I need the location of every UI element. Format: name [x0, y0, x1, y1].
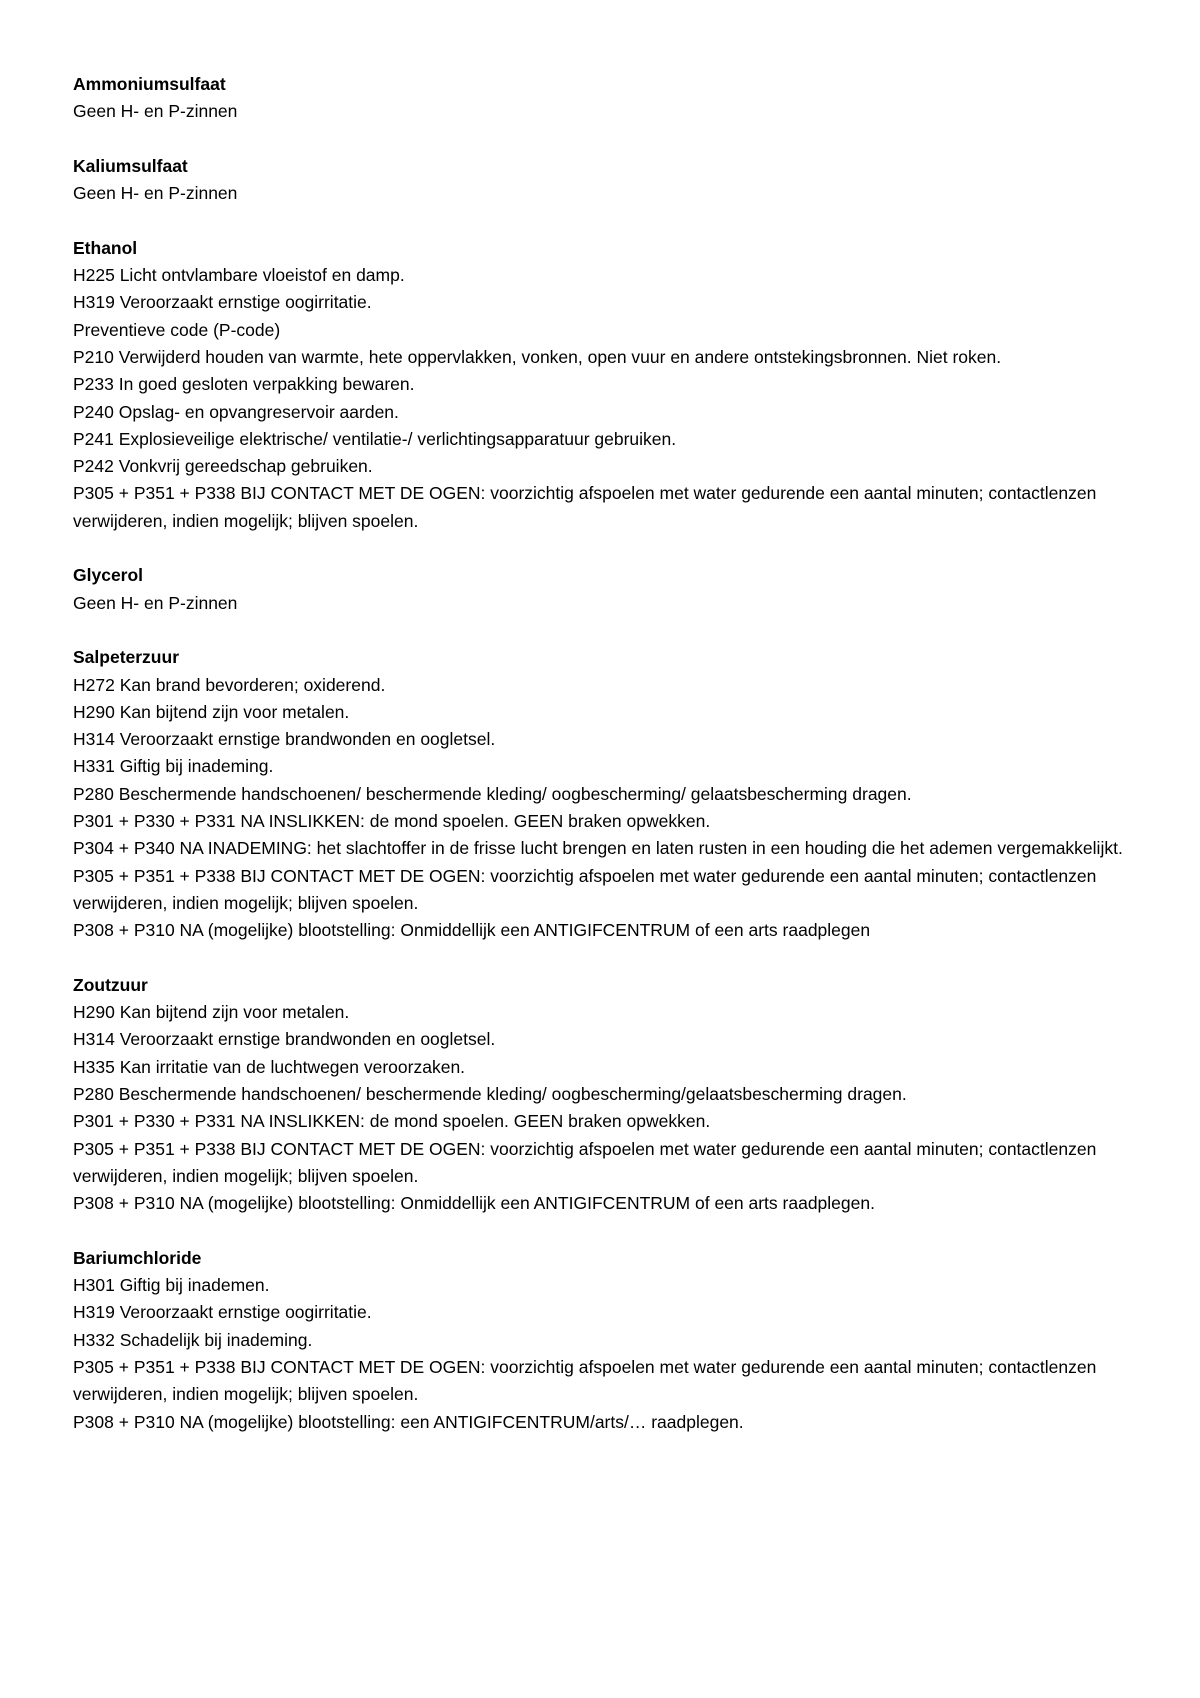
statement-line: P301 + P330 + P331 NA INSLIKKEN: de mond spoelen. GEEN braken opwekken.: [73, 1111, 711, 1132]
section-title: Glycerol: [73, 565, 144, 586]
section-title: Kaliumsulfaat: [73, 155, 188, 176]
statement-line: H314 Veroorzaakt ernstige brandwonden en oogletsel.: [73, 1029, 496, 1050]
statement-line: H301 Giftig bij inademen.: [73, 1275, 270, 1296]
statement-line: H290 Kan bijtend zijn voor metalen.: [73, 701, 350, 722]
statement-line: H272 Kan brand bevorderen; oxiderend.: [73, 674, 386, 695]
section-kaliumsulfaat: [73, 153, 1133, 208]
statement-line: H332 Schadelijk bij inademing.: [73, 1329, 313, 1350]
statement-line: P305 + P351 + P338 BIJ CONTACT MET DE OGEN: voorzichtig afspoelen met water gedurende een aantal minuten; contactlenzen verwijderen, indien mogelijk; blijven spoelen.: [73, 483, 1097, 531]
statement-line: Geen H- en P-zinnen: [73, 101, 238, 122]
statement-line: P242 Vonkvrij gereedschap gebruiken.: [73, 456, 373, 477]
statement-line: P308 + P310 NA (mogelijke) blootstelling: Onmiddellijk een ANTIGIFCENTRUM of een arts raadplegen: [73, 920, 871, 941]
section-title: Salpeterzuur: [73, 647, 179, 668]
statement-line: P305 + P351 + P338 BIJ CONTACT MET DE OGEN: voorzichtig afspoelen met water gedurende een aantal minuten; contactlenzen verwijderen, indien mogelijk; blijven spoelen.: [73, 1356, 1097, 1405]
statement-line: H319 Veroorzaakt ernstige oogirritatie.: [73, 1302, 372, 1323]
section-title: Zoutzuur: [73, 974, 148, 995]
statement-line: P301 + P330 + P331 NA INSLIKKEN: de mond spoelen. GEEN braken opwekken.: [73, 811, 711, 832]
statement-line: P241 Explosieveilige elektrische/ ventilatie-/ verlichtingsapparatuur gebruiken.: [73, 428, 677, 449]
statement-line: P210 Verwijderd houden van warmte, hete oppervlakken, vonken, open vuur en andere ontstekingsbronnen. Niet roken.: [73, 346, 1002, 367]
section-zoutzuur: [73, 972, 1133, 1218]
statement-line: H331 Giftig bij inademing.: [73, 756, 274, 777]
statement-line: P304 + P340 NA INADEMING: het slachtoffer in de frisse lucht brengen en laten rusten in een houding die het ademen vergemakkelijkt.: [73, 838, 1123, 859]
statement-line: P308 + P310 NA (mogelijke) blootstelling: een ANTIGIFCENTRUM/arts/… raadplegen.: [73, 1411, 744, 1432]
statement-line: P305 + P351 + P338 BIJ CONTACT MET DE OGEN: voorzichtig afspoelen met water gedurende een aantal minuten; contactlenzen verwijderen, indien mogelijk; blijven spoelen.: [73, 865, 1097, 913]
statement-line: P280 Beschermende handschoenen/ beschermende kleding/ oogbescherming/ gelaatsbescherming dragen.: [73, 783, 912, 804]
statement-line: H319 Veroorzaakt ernstige oogirritatie.: [73, 292, 372, 313]
section-ammoniumsulfaat: [73, 71, 1133, 126]
statement-line: P308 + P310 NA (mogelijke) blootstelling: Onmiddellijk een ANTIGIFCENTRUM of een arts raadplegen.: [73, 1193, 875, 1214]
document-page: [73, 71, 1133, 1436]
statement-line: P233 In goed gesloten verpakking bewaren.: [73, 374, 415, 395]
statement-line: H335 Kan irritatie van de luchtwegen veroorzaken.: [73, 1056, 466, 1077]
statement-line: H225 Licht ontvlambare vloeistof en damp.: [73, 265, 405, 286]
statement-line: Geen H- en P-zinnen: [73, 183, 238, 204]
statement-line: P305 + P351 + P338 BIJ CONTACT MET DE OGEN: voorzichtig afspoelen met water gedurende een aantal minuten; contactlenzen verwijderen, indien mogelijk; blijven spoelen.: [73, 1138, 1097, 1186]
statement-line: P240 Opslag- en opvangreservoir aarden.: [73, 401, 399, 422]
statement-line: P280 Beschermende handschoenen/ beschermende kleding/ oogbescherming/gelaatsbescherming dragen.: [73, 1083, 907, 1104]
section-title: Bariumchloride: [73, 1247, 202, 1268]
statement-line: Geen H- en P-zinnen: [73, 592, 238, 613]
section-title: Ammoniumsulfaat: [73, 74, 226, 94]
statement-line: Preventieve code (P-code): [73, 319, 281, 340]
section-salpeterzuur: [73, 644, 1133, 944]
statement-line: H290 Kan bijtend zijn voor metalen.: [73, 1002, 350, 1023]
section-ethanol: [73, 235, 1133, 535]
section-glycerol: [73, 562, 1133, 617]
section-title: Ethanol: [73, 237, 138, 258]
section-bariumchloride: [73, 1245, 1133, 1436]
statement-line: H314 Veroorzaakt ernstige brandwonden en oogletsel.: [73, 729, 496, 750]
